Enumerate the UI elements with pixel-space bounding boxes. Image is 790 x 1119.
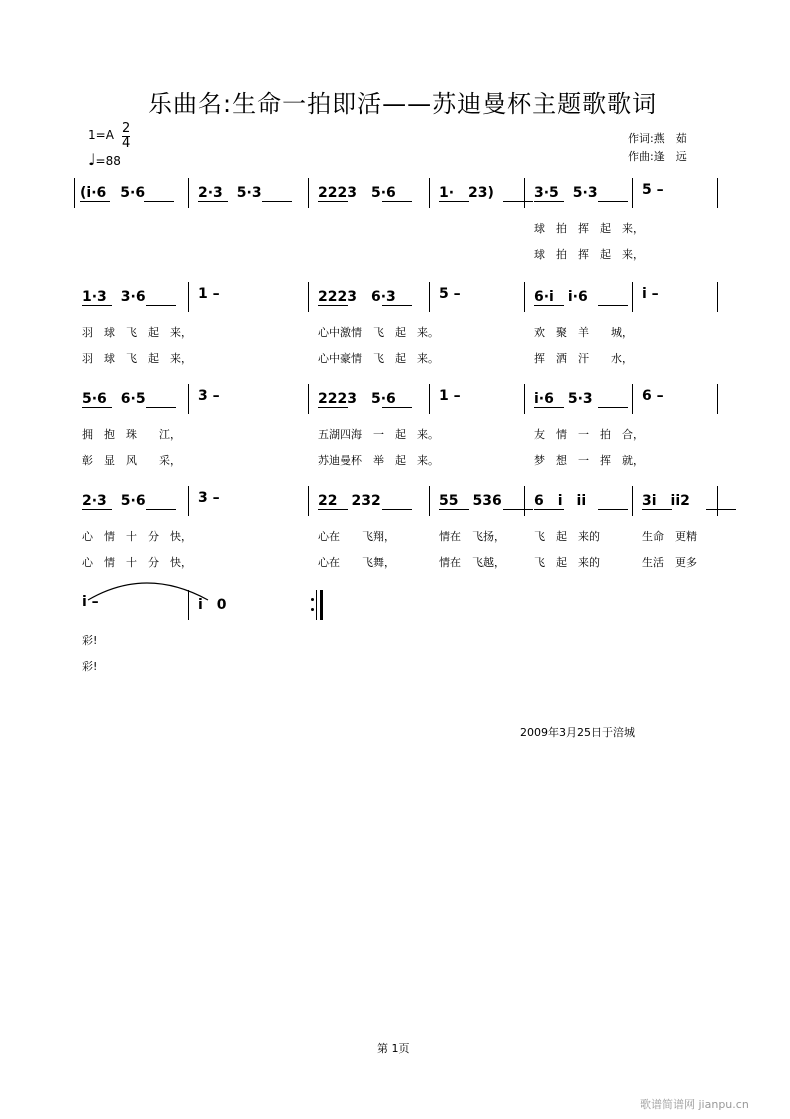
bar-line [188, 486, 189, 516]
bar-line [524, 384, 525, 414]
beam-line [82, 305, 112, 306]
measure-notes: 2·3 5·6 [82, 493, 146, 509]
composer-credit: 作曲:逢 远 [628, 150, 687, 163]
lyric-line: 心中豪情 飞 起 来。 [318, 352, 439, 365]
lyric-line: 友 情 一 拍 合， [534, 428, 644, 441]
beam-line [598, 407, 628, 408]
bar-line [524, 486, 525, 516]
lyric-line: 情在 飞越， [439, 556, 505, 569]
bar-line [429, 282, 430, 312]
lyric-line: 羽 球 飞 起 来， [82, 352, 192, 365]
beam-line [382, 509, 412, 510]
lyric-line: 苏迪曼杯 举 起 来。 [318, 454, 439, 467]
bar-line [429, 178, 430, 208]
time-signature-bottom: 4 [122, 136, 131, 151]
bar-line [188, 384, 189, 414]
beam-line [503, 509, 533, 510]
beam-line [318, 509, 348, 510]
measure-notes: 3 – [198, 388, 220, 404]
lyric-line: 心在 飞舞， [318, 556, 395, 569]
bar-line [524, 282, 525, 312]
time-signature [122, 122, 130, 151]
beam-line [598, 509, 628, 510]
bar-line [632, 486, 633, 516]
lyric-line: 心 情 十 分 快， [82, 530, 192, 543]
beam-line [439, 509, 469, 510]
beam-line [534, 407, 564, 408]
repeat-dot [311, 608, 314, 611]
measure-notes: 6 – [642, 388, 664, 404]
measure-notes: 5 – [642, 182, 664, 198]
measure-notes: 1· 23) [439, 185, 494, 201]
beam-line [198, 201, 228, 202]
bar-line [717, 384, 718, 414]
lyric-line: 生活 更多 [642, 556, 697, 569]
beam-line [146, 407, 176, 408]
tempo-marking: ♩=88 [88, 150, 121, 169]
lyric-line: 飞 起 来的 [534, 556, 600, 569]
beam-line [706, 509, 736, 510]
bar-line [717, 486, 718, 516]
repeat-dot [311, 598, 314, 601]
lyric-line: 五湖四海 一 起 来。 [318, 428, 439, 441]
measure-notes: i – [82, 594, 99, 610]
time-signature-top: 2 [122, 121, 131, 136]
beam-line [642, 509, 672, 510]
tie-arc [84, 574, 214, 604]
beam-line [534, 509, 564, 510]
lyric-line: 飞 起 来的 [534, 530, 600, 543]
measure-notes: (i·6 5·6 [80, 185, 146, 201]
bar-line [632, 178, 633, 208]
watermark: 歌谱简谱网 jianpu.cn [640, 1098, 749, 1111]
lyric-line: 羽 球 飞 起 来， [82, 326, 192, 339]
lyric-line: 球 拍 挥 起 来， [534, 222, 644, 235]
measure-notes: 55 536 [439, 493, 502, 509]
date-line: 2009年3月25日于涪城 [520, 726, 635, 739]
beam-line [503, 201, 533, 202]
beam-line [534, 201, 564, 202]
bar-line [308, 384, 309, 414]
beam-line [439, 201, 469, 202]
page-number: 第 1页 [377, 1042, 410, 1055]
bar-line [524, 178, 525, 208]
measure-notes: 1 – [439, 388, 461, 404]
beam-line [80, 201, 110, 202]
beam-line [598, 305, 628, 306]
measure-notes: 3 – [198, 490, 220, 506]
bar-line [316, 590, 317, 620]
quarter-note-icon: ♩ [88, 150, 96, 169]
lyric-line: 心 情 十 分 快， [82, 556, 192, 569]
bar-line [308, 178, 309, 208]
bar-line [717, 282, 718, 312]
lyric-line: 生命 更精 [642, 530, 697, 543]
lyric-line: 挥 洒 汗 水， [534, 352, 633, 365]
lyricist-credit: 作词:燕 茹 [628, 132, 687, 145]
bar-line [308, 486, 309, 516]
bar-line [429, 384, 430, 414]
bar-line [429, 486, 430, 516]
bar-line [74, 178, 75, 208]
bar-line [632, 384, 633, 414]
lyric-line: 彰 显 风 采， [82, 454, 181, 467]
lyric-line: 情在 飞扬， [439, 530, 505, 543]
measure-notes: 1 – [198, 286, 220, 302]
lyric-line: 彩! [82, 634, 98, 647]
lyric-line: 欢 聚 羊 城， [534, 326, 633, 339]
measure-notes: 1·3 3·6 [82, 289, 146, 305]
beam-line [318, 407, 348, 408]
lyric-line: 心在 飞翔， [318, 530, 395, 543]
beam-line [382, 305, 412, 306]
beam-line [534, 305, 564, 306]
final-bar-line [320, 590, 323, 620]
measure-notes: 6 i ii [534, 493, 587, 509]
measure-notes: 5·6 6·5 [82, 391, 146, 407]
beam-line [382, 407, 412, 408]
measure-notes: 3i ii2 [642, 493, 690, 509]
measure-notes: i – [642, 286, 659, 302]
measure-notes: i·6 5·3 [534, 391, 593, 407]
measure-notes: 2223 5·6 [318, 391, 396, 407]
beam-line [318, 305, 348, 306]
beam-line [146, 305, 176, 306]
measure-notes: 5 – [439, 286, 461, 302]
measure-notes: 22 232 [318, 493, 381, 509]
measure-notes: i 0 [198, 597, 227, 613]
measure-notes: 3·5 5·3 [534, 185, 598, 201]
beam-line [318, 201, 348, 202]
bar-line [632, 282, 633, 312]
bar-line [188, 178, 189, 208]
measure-notes: 2223 6·3 [318, 289, 396, 305]
measure-notes: 6·i i·6 [534, 289, 588, 305]
measure-notes: 2·3 5·3 [198, 185, 262, 201]
lyric-line: 球 拍 挥 起 来， [534, 248, 644, 261]
lyric-line: 拥 抱 珠 江， [82, 428, 181, 441]
beam-line [82, 509, 112, 510]
beam-line [262, 201, 292, 202]
bar-line [308, 282, 309, 312]
lyric-line: 梦 想 一 挥 就， [534, 454, 644, 467]
beam-line [598, 201, 628, 202]
lyric-line: 心中激情 飞 起 来。 [318, 326, 439, 339]
bar-line [717, 178, 718, 208]
key-signature: 1=A [88, 128, 114, 142]
beam-line [382, 201, 412, 202]
bar-line [188, 282, 189, 312]
beam-line [82, 407, 112, 408]
song-title: 乐曲名:生命一拍即活——苏迪曼杯主题歌歌词 [148, 90, 658, 118]
beam-line [144, 201, 174, 202]
beam-line [146, 509, 176, 510]
lyric-line: 彩! [82, 660, 98, 673]
measure-notes: 2223 5·6 [318, 185, 396, 201]
